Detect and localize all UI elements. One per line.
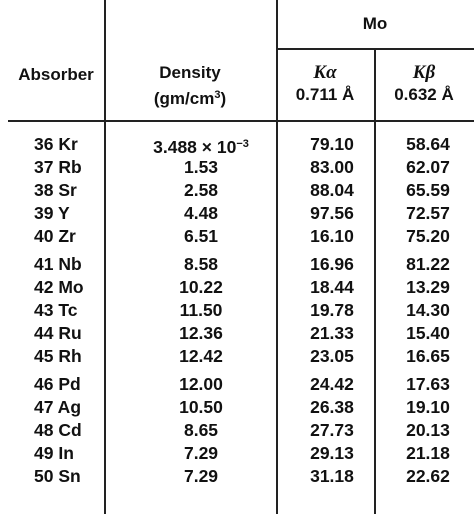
absorber-cell <box>34 442 134 464</box>
kb-header <box>374 62 474 106</box>
kb-cell-text: 20.13 <box>406 420 450 440</box>
absorber-cell <box>34 322 134 344</box>
kb-cell-text: 75.20 <box>406 226 450 246</box>
density-exponent: −3 <box>236 138 249 150</box>
absorption-table <box>8 0 474 514</box>
density-cell-text: 8.65 <box>183 420 219 440</box>
density-cell <box>138 156 264 178</box>
density-cell <box>138 419 264 441</box>
kb-cell <box>382 345 474 367</box>
ka-cell <box>290 322 374 344</box>
density-cell <box>138 225 264 247</box>
ka-cell-text: 83.00 <box>310 157 354 177</box>
density-cell-text: 7.29 <box>183 466 219 486</box>
density-header-line1: Density <box>159 63 221 82</box>
absorber-cell <box>34 202 134 224</box>
header-rule <box>8 120 474 122</box>
density-cell <box>138 345 264 367</box>
kb-cell <box>382 133 474 155</box>
divider-ka <box>374 49 376 514</box>
ka-cell-text: 23.05 <box>310 346 354 366</box>
ka-cell <box>290 133 374 155</box>
density-header <box>104 62 276 110</box>
ka-cell <box>290 156 374 178</box>
kb-cell-text: 15.40 <box>406 323 450 343</box>
absorber-cell-text: 37 Rb <box>34 157 82 177</box>
ka-cell <box>290 299 374 321</box>
density-cell-text: 12.00 <box>179 374 223 394</box>
kb-cell <box>382 179 474 201</box>
kb-cell <box>382 225 474 247</box>
absorber-cell <box>34 396 134 418</box>
density-cell <box>138 276 264 298</box>
absorber-cell-text: 36 Kr <box>34 134 78 154</box>
kb-cell-text: 21.18 <box>406 443 450 463</box>
ka-cell-text: 79.10 <box>310 134 354 154</box>
ka-cell-text: 21.33 <box>310 323 354 343</box>
kb-cell-text: 19.10 <box>406 397 450 417</box>
density-cell <box>138 465 264 487</box>
ka-cell <box>290 225 374 247</box>
absorber-cell-text: 50 Sn <box>34 466 81 486</box>
absorber-cell-text: 42 Mo <box>34 277 84 297</box>
kb-cell-text: 62.07 <box>406 157 450 177</box>
kb-cell <box>382 465 474 487</box>
ka-header <box>276 62 374 106</box>
absorber-cell <box>34 225 134 247</box>
density-cell-text: 8.58 <box>183 254 219 274</box>
kb-cell <box>382 202 474 224</box>
kb-cell-text: 65.59 <box>406 180 450 200</box>
density-cell-text: 6.51 <box>183 226 219 246</box>
density-cell <box>138 133 264 155</box>
kb-cell <box>382 419 474 441</box>
absorber-cell-text: 45 Rh <box>34 346 82 366</box>
kb-cell-text: 13.29 <box>406 277 450 297</box>
ka-cell-text: 31.18 <box>310 466 354 486</box>
ka-cell <box>290 345 374 367</box>
absorber-cell-text: 49 In <box>34 443 74 463</box>
ka-cell <box>290 202 374 224</box>
ka-cell-text: 24.42 <box>310 374 354 394</box>
kb-cell-text: 81.22 <box>406 254 450 274</box>
density-cell-text: 1.53 <box>183 157 219 177</box>
ka-cell-text: 26.38 <box>310 397 354 417</box>
kb-cell-text: 17.63 <box>406 374 450 394</box>
kb-cell <box>382 396 474 418</box>
absorber-cell <box>34 345 134 367</box>
density-cell <box>138 373 264 395</box>
kb-cell <box>382 276 474 298</box>
ka-cell-text: 27.73 <box>310 420 354 440</box>
absorber-cell-text: 48 Cd <box>34 420 82 440</box>
absorber-cell <box>34 179 134 201</box>
kb-cell <box>382 322 474 344</box>
absorber-cell-text: 44 Ru <box>34 323 82 343</box>
kb-cell <box>382 442 474 464</box>
absorber-cell <box>34 465 134 487</box>
ka-wavelength: 0.711 Å <box>295 85 355 104</box>
density-cell <box>138 179 264 201</box>
ka-cell <box>290 253 374 275</box>
absorber-cell <box>34 373 134 395</box>
kb-cell <box>382 253 474 275</box>
density-cell-text: 7.29 <box>183 443 219 463</box>
kb-symbol: Kβ <box>412 62 436 83</box>
absorber-cell-text: 40 Zr <box>34 226 76 246</box>
ka-cell-text: 88.04 <box>310 180 354 200</box>
density-cell-text: 10.22 <box>179 277 223 297</box>
kb-cell-text: 16.65 <box>406 346 450 366</box>
ka-cell <box>290 276 374 298</box>
ka-cell <box>290 419 374 441</box>
ka-cell-text: 18.44 <box>310 277 354 297</box>
absorber-cell-text: 41 Nb <box>34 254 82 274</box>
density-cell-text: 2.58 <box>183 180 219 200</box>
density-cell-text: 4.48 <box>183 203 219 223</box>
ka-cell <box>290 373 374 395</box>
absorber-cell-text: 46 Pd <box>34 374 81 394</box>
density-cell-text: 12.36 <box>179 323 223 343</box>
kb-cell <box>382 156 474 178</box>
density-cell <box>138 322 264 344</box>
ka-cell <box>290 465 374 487</box>
absorber-cell <box>34 299 134 321</box>
kb-cell <box>382 299 474 321</box>
absorber-cell-text: 43 Tc <box>34 300 78 320</box>
density-cell-text: 11.50 <box>179 300 223 320</box>
ka-cell-text: 16.10 <box>310 226 354 246</box>
kb-cell-text: 14.30 <box>406 300 450 320</box>
absorber-cell-text: 47 Ag <box>34 397 82 417</box>
ka-cell-text: 19.78 <box>310 300 354 320</box>
mo-group-header: Mo <box>362 14 388 33</box>
ka-cell-text: 29.13 <box>310 443 354 463</box>
kb-cell-text: 58.64 <box>406 134 450 154</box>
ka-symbol: Kα <box>313 62 337 83</box>
ka-cell-text: 16.96 <box>310 254 354 274</box>
ka-cell <box>290 396 374 418</box>
density-cell <box>138 396 264 418</box>
ka-cell <box>290 442 374 464</box>
kb-cell-text: 72.57 <box>406 203 450 223</box>
group-header-rule <box>276 48 474 50</box>
ka-cell-text: 97.56 <box>310 203 354 223</box>
density-cell-text: 12.42 <box>179 346 223 366</box>
density-cell <box>138 442 264 464</box>
absorber-cell-text: 39 Y <box>34 203 70 223</box>
density-header-line2: $(gm/cm^3)$ <box>153 89 227 108</box>
absorber-header: Absorber <box>18 65 94 84</box>
density-cell-text: 10.50 <box>179 397 223 417</box>
absorber-cell <box>34 133 134 155</box>
ka-cell <box>290 179 374 201</box>
kb-cell-text: 22.62 <box>406 466 450 486</box>
absorber-cell <box>34 156 134 178</box>
density-cell <box>138 299 264 321</box>
density-cell <box>138 202 264 224</box>
absorber-cell <box>34 276 134 298</box>
density-cell-text: 3.488 × 10 <box>153 137 237 157</box>
kb-wavelength: 0.632 Å <box>394 85 454 104</box>
kb-cell <box>382 373 474 395</box>
absorber-cell <box>34 419 134 441</box>
absorber-cell <box>34 253 134 275</box>
density-cell <box>138 253 264 275</box>
absorber-cell-text: 38 Sr <box>34 180 77 200</box>
